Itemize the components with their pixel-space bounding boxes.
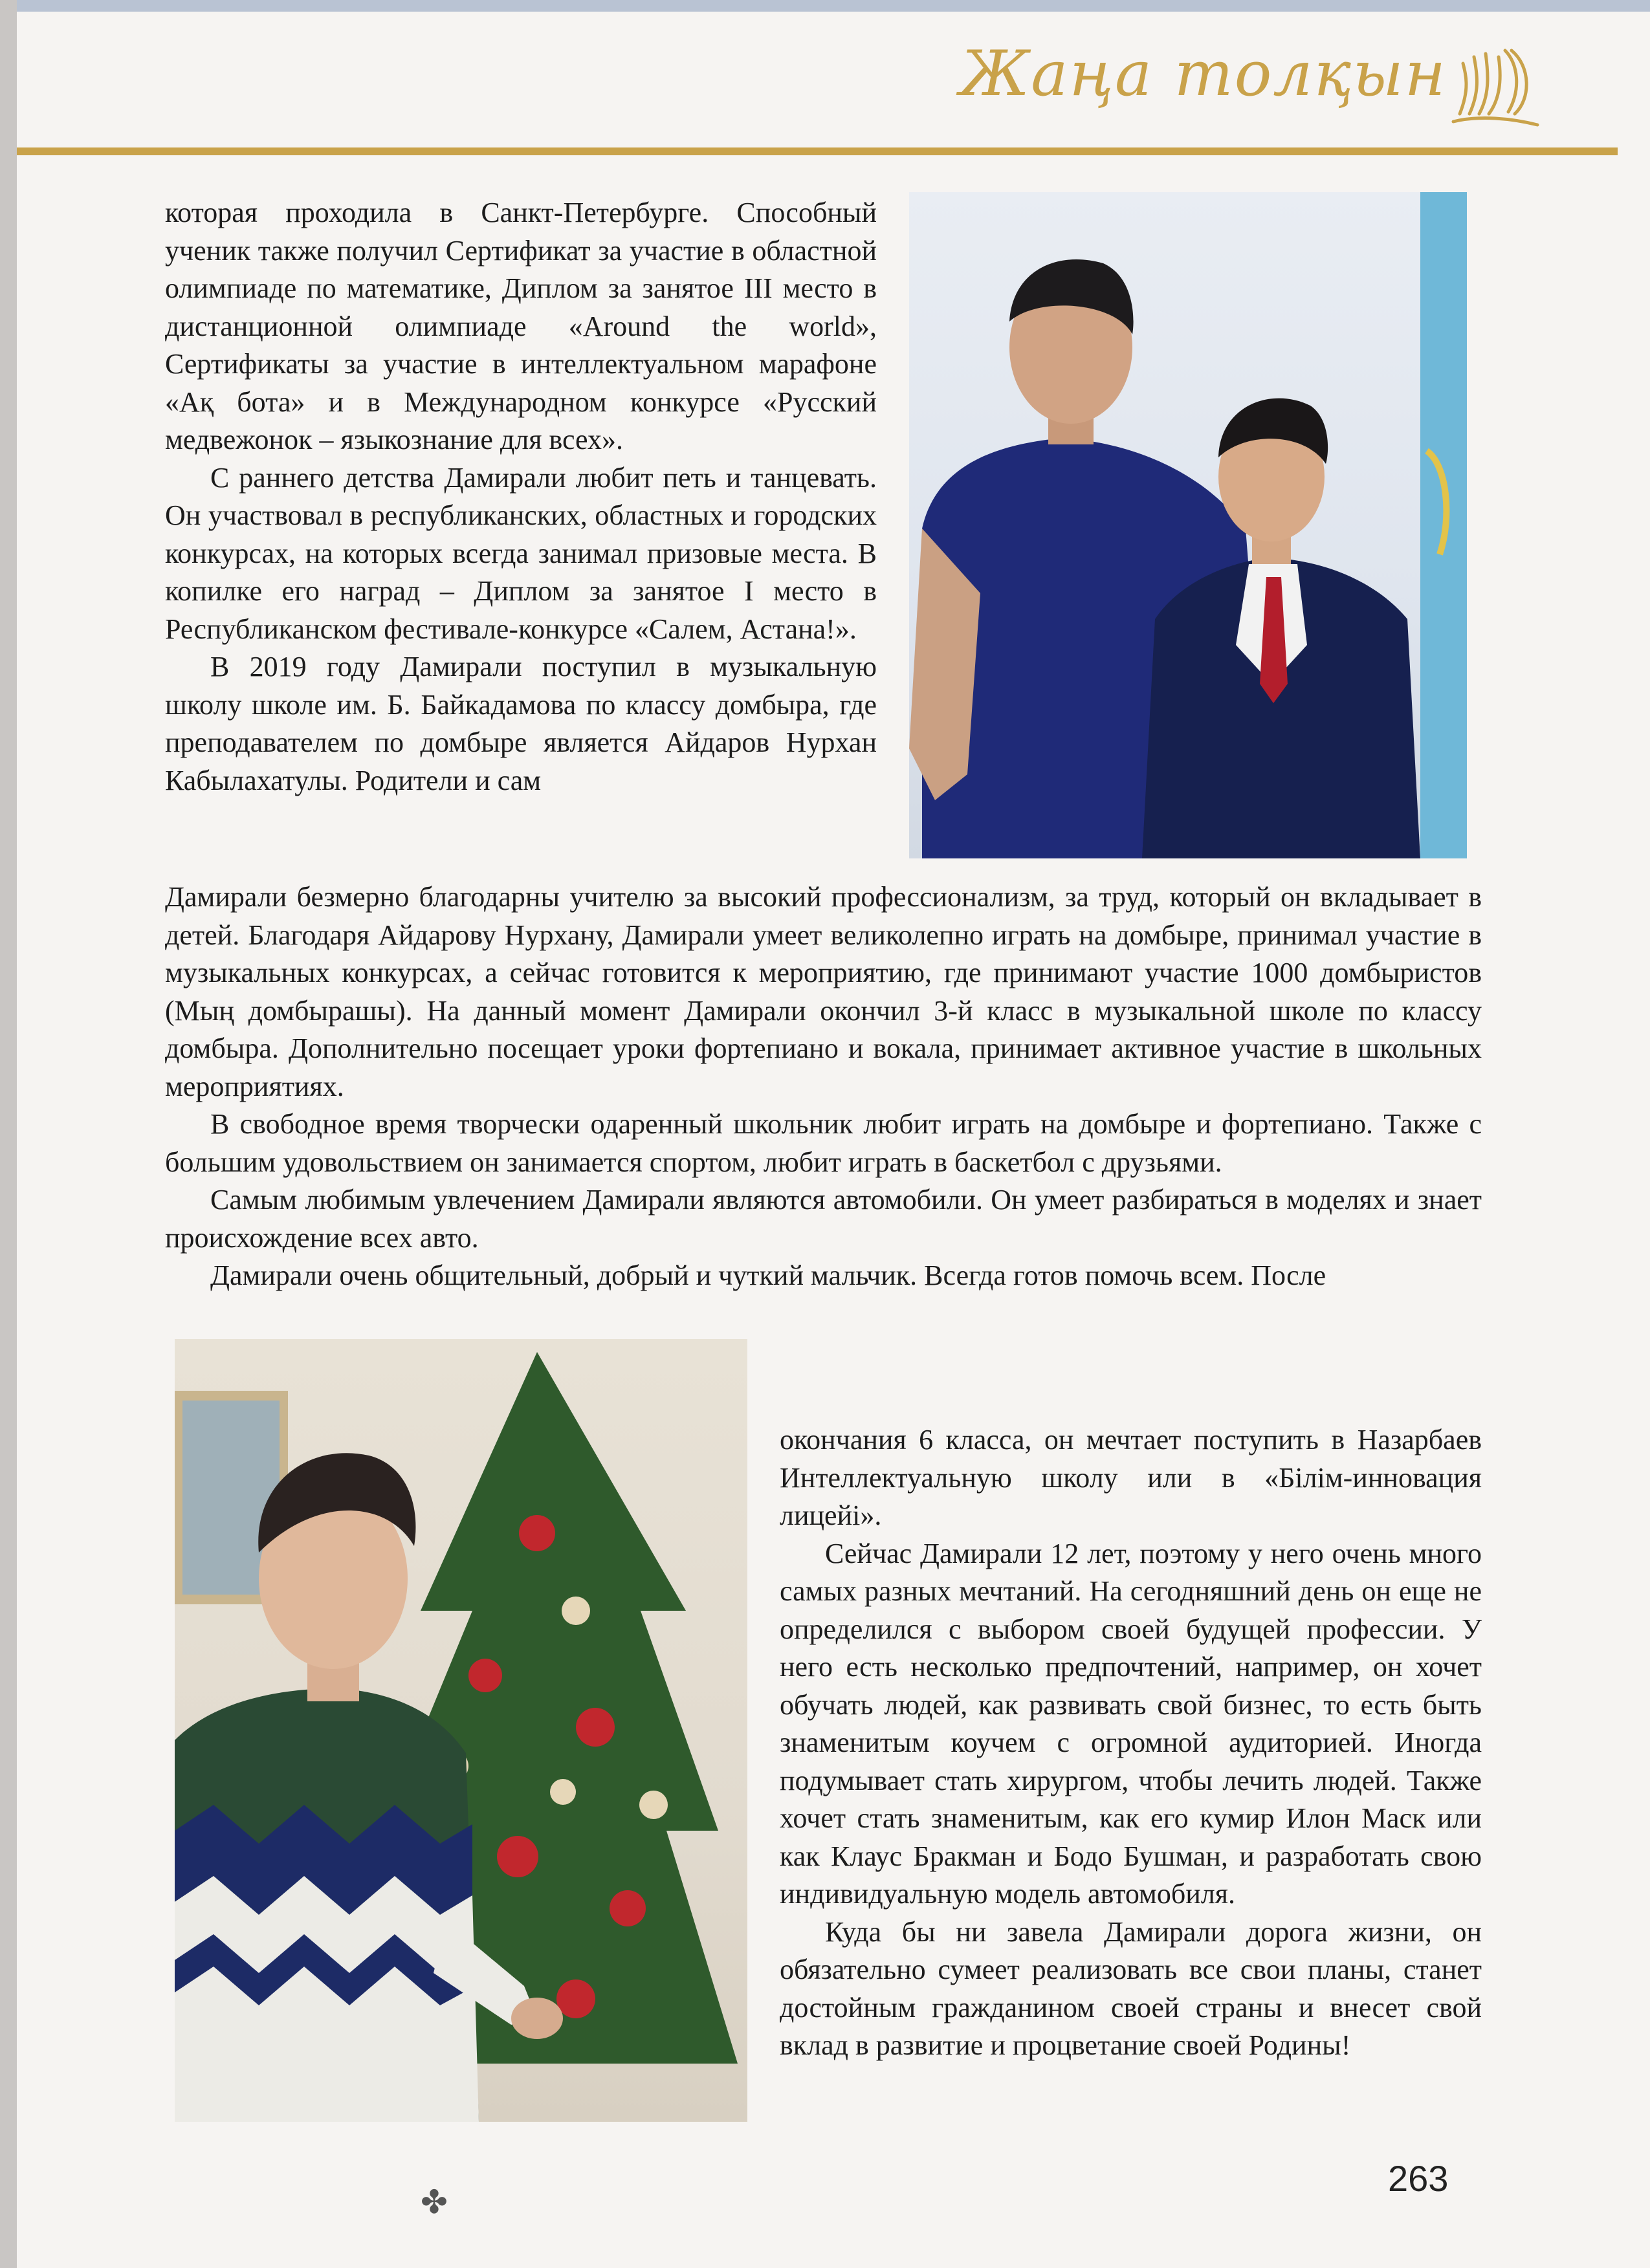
text-column-full: [165, 878, 1482, 1295]
photo-teacher-and-student-drawing: [909, 192, 1467, 858]
photo-boy-christmas-tree: [175, 1339, 747, 2122]
paragraph: окончания 6 класса, он мечтает поступить в Назарбаев Интеллектуальную школу или в «Білім-инновация лицейі».: [780, 1424, 1482, 1531]
photo-teacher-and-student: [909, 192, 1467, 858]
page-number: 263: [1388, 2158, 1449, 2199]
text-column-top: [165, 194, 877, 800]
page-header: [17, 12, 1634, 160]
paragraph: Сейчас Дамирали 12 лет, поэтому у него очень много самых разных мечтаний. На сегодняшний день он еще не определился с выбором своей будущей профессии. У него есть несколько предпочтений, например, он хочет обучать людей, как развивать свой бизнес, то есть быть знаменитым коучем с огромной аудиторией. Иногда подумывает стать хирургом, чтобы лечить людей. Также хочет стать знаменитым, как его кумир Илон Маск или как Клаус Бракман и Бодо Бушман, и разработать свою индивидуальную модель автомобиля.: [780, 1537, 1482, 1910]
header-rule: [17, 147, 1618, 155]
page-left-edge: [0, 0, 17, 2268]
paragraph: Куда бы ни завела Дамирали дорога жизни, он обязательно сумеет реализовать все свои планы, станет достойным гражданином своей страны и внесет свой вклад в развитие и процветание своей Родины!: [780, 1915, 1482, 2061]
paragraph: В свободное время творчески одаренный школьник любит играть на домбыре и фортепиано. Также с большим удовольствием он занимается спортом, любит играть в баскетбол с друзьями.: [165, 1108, 1482, 1178]
paragraph: Самым любимым увлечением Дамирали являются автомобили. Он умеет разбираться в моделях и знает происхождение всех авто.: [165, 1184, 1482, 1254]
paragraph: В 2019 году Дамирали поступил в музыкальную школу школе им. Б. Байкадамова по классу домбыра, где преподавателем по домбыре является Айдаров Нурхан Кабылахатулы. Родители и сам: [165, 651, 877, 796]
paragraph: С раннего детства Дамирали любит петь и танцевать. Он участвовал в республиканских, областных и городских конкурсах, на которых всегда занимал призовые места. В копилке его наград – Диплом за занятое I место в Республиканском фестивале-конкурсе «Салем, Астана!».: [165, 461, 877, 645]
paragraph: которая проходила в Санкт-Петербурге. Способный ученик также получил Сертификат за участие в областной олимпиаде по математике, Диплом за занятое III место в дистанционной олимпиаде «Around the world», Сертификаты за участие в интеллектуальном марафоне «Ақ бота» и в Международном конкурсе «Русский медвежонок – языкознание для всех».: [165, 197, 877, 455]
brand-title: Жаңа толқын: [960, 38, 1447, 110]
photo-boy-christmas-tree-drawing: [175, 1339, 747, 2122]
paragraph: Дамирали безмерно благодарны учителю за высокий профессионализм, за труд, который он вкладывает в детей. Благодаря Айдарову Нурхану, Дамирали умеет великолепно играть на домбыре, принимал участие в музыкальных конкурсах, а сейчас готовится к мероприятию, где принимают участие 1000 домбыристов (Мың домбырашы). На данный момент Дамирали окончил 3-й класс в музыкальной школе по классу домбыра. Дополнительно посещает уроки фортепиано и вокала, принимает активное участие в школьных мероприятиях.: [165, 881, 1482, 1102]
text-column-bottom: [780, 1421, 1482, 2065]
wave-logo-icon: [1440, 38, 1544, 141]
page-top-edge: [0, 0, 1650, 12]
floral-ornament-icon: ✤: [421, 2184, 448, 2220]
paragraph: Дамирали очень общительный, добрый и чуткий мальчик. Всегда готов помочь всем. После: [210, 1259, 1326, 1291]
